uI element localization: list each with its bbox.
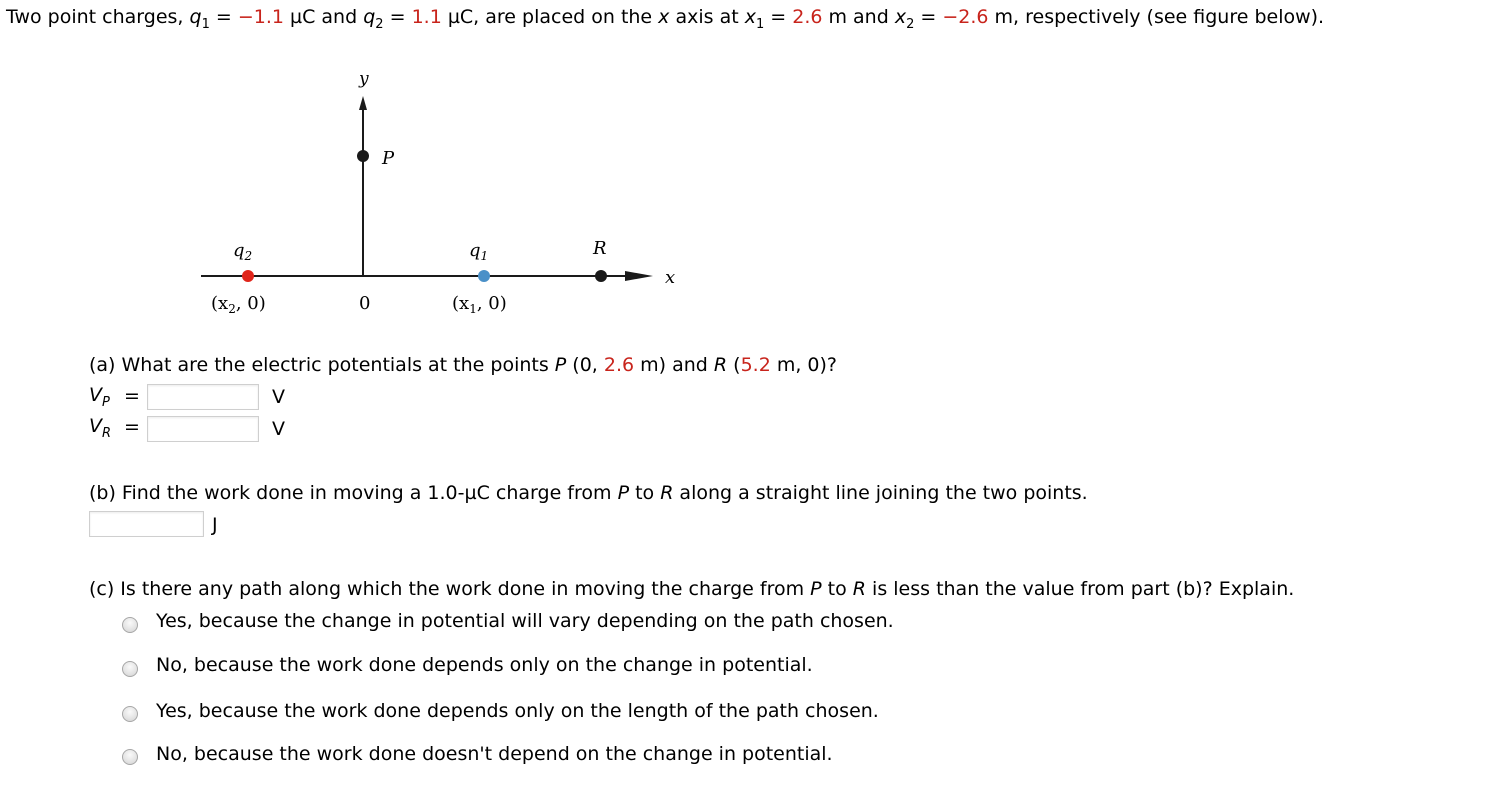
intro-text: axis at — [669, 6, 745, 28]
part-b-question: (b) Find the work done in moving a 1.0-µC charge from P to R along a straight line joining the two points. — [89, 482, 1088, 504]
x2-coordinate-label: ($x_2$, 0) — [211, 293, 266, 316]
origin-label: 0 — [359, 293, 371, 314]
charge-q2-dot — [242, 270, 254, 282]
point-p-dot — [357, 150, 369, 162]
charge-q1-dot — [478, 270, 490, 282]
point-p-label: P — [382, 148, 395, 169]
x2-symbol: x — [894, 6, 907, 28]
equals-sign: = — [383, 6, 412, 28]
y-axis-arrow-icon — [359, 96, 367, 110]
charge-q1-label: $q_1$ — [469, 240, 489, 263]
vp-label: $V_P$ — [89, 384, 110, 410]
vp-answer-input[interactable] — [147, 384, 259, 410]
equals-sign: = — [764, 6, 793, 28]
option-label[interactable]: Yes, because the change in potential will vary depending on the path chosen. — [156, 610, 894, 632]
part-a-question: (a) What are the electric potentials at the points P (0, 2.6 m) and R (5.2 m, 0)? — [89, 354, 837, 376]
option-label[interactable]: No, because the work done doesn't depend on the change in potential. — [156, 743, 833, 765]
vr-label: $V_R$ — [89, 415, 112, 441]
radio-button[interactable] — [122, 706, 138, 722]
y-axis-label: y — [359, 69, 369, 89]
vr-unit: V — [272, 418, 285, 440]
q2-value: 1.1 — [411, 6, 442, 28]
r-x-value: 5.2 — [740, 354, 771, 376]
x-axis-arrow-icon — [625, 271, 653, 281]
x2-subscript: 2 — [906, 17, 915, 32]
q2-symbol: q — [363, 6, 376, 28]
intro-text: µC and — [283, 6, 364, 28]
vp-equals: = — [124, 385, 140, 407]
equals-sign: = — [914, 6, 943, 28]
vr-answer-input[interactable] — [147, 416, 259, 442]
intro-text: m, respectively (see figure below). — [988, 6, 1325, 28]
x1-coordinate-label: ($x_1$, 0) — [452, 293, 507, 316]
q1-symbol: q — [189, 6, 202, 28]
x1-value: 2.6 — [792, 6, 823, 28]
x-symbol: x — [658, 6, 670, 28]
radio-button[interactable] — [122, 749, 138, 765]
equals-sign: = — [209, 6, 238, 28]
problem-statement — [6, 6, 1325, 32]
q2-subscript: 2 — [375, 17, 384, 32]
x1-symbol: x — [744, 6, 756, 28]
intro-text: µC, are placed on the — [441, 6, 659, 28]
x1-subscript: 1 — [755, 17, 765, 32]
part-c-question: (c) Is there any path along which the work done in moving the charge from P to R is less than the value from part (b)? Explain. — [89, 578, 1295, 600]
point-r-dot — [595, 270, 607, 282]
x-axis-label: x — [665, 267, 676, 288]
intro-text: Two point charges, — [6, 6, 190, 28]
charges-figure — [195, 68, 695, 328]
work-answer-input[interactable] — [89, 511, 204, 537]
x2-value: −2.6 — [942, 6, 989, 28]
q1-value: −1.1 — [237, 6, 284, 28]
charge-q2-label: $q_2$ — [233, 240, 253, 263]
point-r-label: R — [593, 238, 607, 259]
radio-button[interactable] — [122, 617, 138, 633]
q1-subscript: 1 — [201, 17, 210, 32]
work-unit: J — [212, 514, 218, 536]
vp-unit: V — [272, 386, 285, 408]
p-y-value: 2.6 — [603, 354, 635, 376]
option-label[interactable]: No, because the work done depends only on the change in potential. — [156, 654, 813, 676]
intro-text: m and — [822, 6, 895, 28]
option-label[interactable]: Yes, because the work done depends only on the length of the path chosen. — [156, 700, 879, 722]
radio-button[interactable] — [122, 661, 138, 677]
vr-equals: = — [124, 416, 140, 438]
